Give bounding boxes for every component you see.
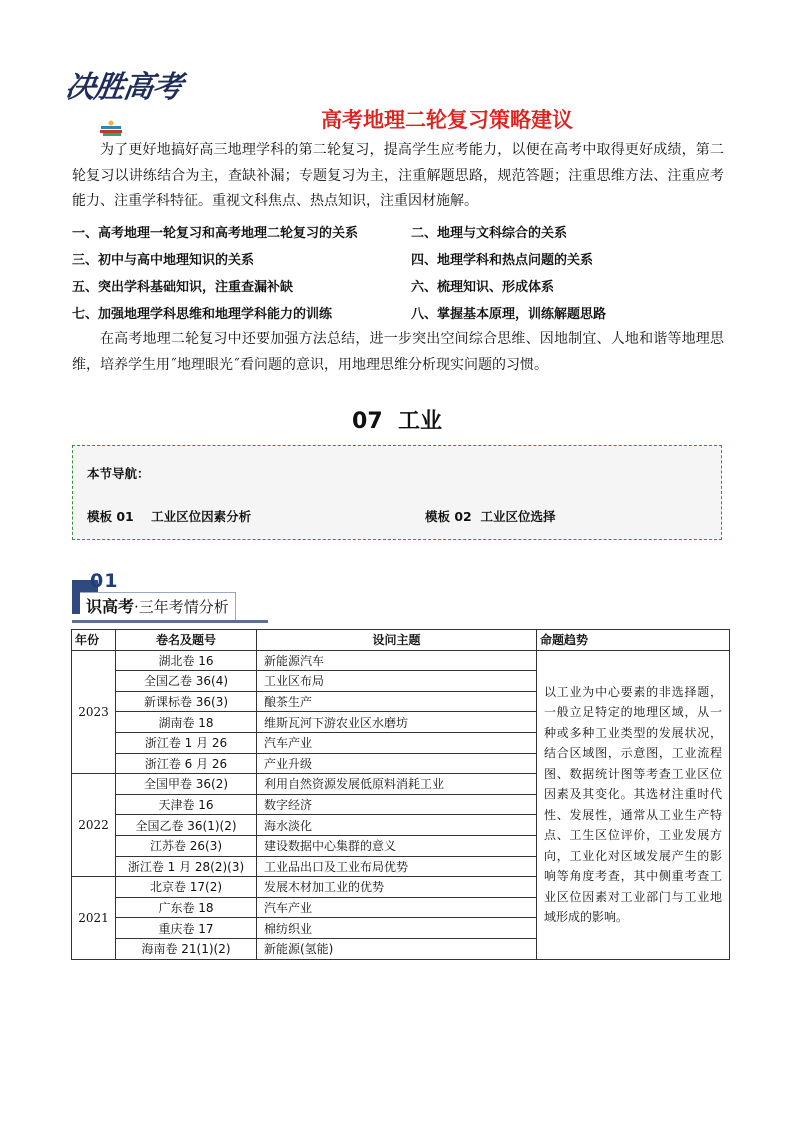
- outline-row: [72, 245, 724, 272]
- topic-cell: 数字经济: [257, 794, 537, 815]
- nav-title: 本节导航：: [87, 466, 150, 481]
- topic-cell: 棉纺织业: [257, 918, 537, 939]
- header-topic: 设问主题: [257, 630, 537, 651]
- year-cell: 2023: [72, 650, 116, 774]
- paper-cell: 全国乙卷 36(4): [116, 671, 257, 692]
- paper-cell: 重庆卷 17: [116, 918, 257, 939]
- topic-cell: 建设数据中心集群的意义: [257, 835, 537, 856]
- outline-item: 七、加强地理学科思维和地理学科能力的训练: [72, 307, 333, 322]
- paper-cell: 浙江卷 1 月 26: [116, 732, 257, 753]
- trend-cell: 以工业为中心要素的非选择题，一般立足特定的地理区域，从一种或多种工业类型的发展状况，结合区域图，示意图，工业流程图、数据统计图等考查工业区位因素及其变化。其选材注重时代性、发展性，通常从工业生产特点、工生区位评价，工业发展方向，工业化对区域发展产生的影响等角度考查，其中侧重考查工业区位因素对工业部门与工业地域形成的影响。: [537, 650, 730, 959]
- topic-cell: 汽车产业: [257, 897, 537, 918]
- document-title: 高考地理二轮复习策略建议: [321, 108, 573, 132]
- outline-item: 八、掌握基本原理，训练解题思路: [411, 307, 607, 322]
- paper-cell: 天津卷 16: [116, 794, 257, 815]
- header-year: 年份: [72, 630, 116, 651]
- exam-analysis-table: [71, 629, 730, 960]
- outline-item: 三、初中与高中地理知识的关系: [72, 253, 255, 268]
- year-cell: 2022: [72, 774, 116, 877]
- topic-cell: 工业区布局: [257, 671, 537, 692]
- paper-cell: 全国乙卷 36(1)(2): [116, 815, 257, 836]
- topic-cell: 海水淡化: [257, 815, 537, 836]
- year-cell: 2021: [72, 877, 116, 959]
- table-header-row: [72, 630, 730, 651]
- chapter-name: 工业: [397, 409, 442, 434]
- header-trend: 命题趋势: [537, 630, 730, 651]
- paper-cell: 湖南卷 18: [116, 712, 257, 733]
- intro-paragraph: 为了更好地搞好高三地理学科的第二轮复习，提高学生应考能力，以便在高考中取得更好成绩，第二轮复习以讲练结合为主，查缺补漏；专题复习为主，注重解题思路，规范答题；注重思维方法、注重应考能力、注重学科特征。重视文科焦点、热点知识，注重因材施解。: [72, 142, 724, 209]
- strategy-outline: [72, 218, 724, 326]
- outline-item: 一、高考地理一轮复习和高考地理二轮复习的关系: [72, 226, 359, 241]
- topic-cell: 工业品出口及工业布局优势: [257, 856, 537, 877]
- paper-cell: 全国甲卷 36(2): [116, 774, 257, 795]
- topic-cell: 新能源(氢能): [257, 938, 537, 959]
- paper-cell: 新课标卷 36(3): [116, 691, 257, 712]
- paper-cell: 广东卷 18: [116, 897, 257, 918]
- topic-cell: 产业升级: [257, 753, 537, 774]
- topic-cell: 利用自然资源发展低原料消耗工业: [257, 774, 537, 795]
- table-row: [72, 650, 730, 671]
- nav-item-template-01[interactable]: 模板 01 工业区位因素分析: [87, 509, 252, 524]
- paper-cell: 湖北卷 16: [116, 650, 257, 671]
- chapter-number: 07: [352, 409, 383, 434]
- section-navigation-box: [72, 445, 722, 540]
- topic-cell: 发展木材加工业的优势: [257, 877, 537, 898]
- outline-row: [72, 218, 724, 245]
- section-label-sub: 三年考情分析: [138, 598, 229, 616]
- outline-item: 五、突出学科基础知识，注重查漏补缺: [72, 280, 294, 295]
- paper-cell: 北京卷 17(2): [116, 877, 257, 898]
- header-paper: 卷名及题号: [116, 630, 257, 651]
- paper-cell: 浙江卷 1 月 28(2)(3): [116, 856, 257, 877]
- paper-cell: 浙江卷 6 月 26: [116, 753, 257, 774]
- paper-cell: 江苏卷 26(3): [116, 835, 257, 856]
- section-label-main: 识高考: [86, 597, 135, 616]
- outline-row: [72, 272, 724, 299]
- nav-item-template-02[interactable]: 模板 02 工业区位选择: [425, 509, 556, 524]
- section-underline: [72, 620, 268, 623]
- paper-cell: 海南卷 21(1)(2): [116, 938, 257, 959]
- topic-cell: 维斯瓦河下游农业区水磨坊: [257, 712, 537, 733]
- conclusion-paragraph: 在高考地理二轮复习中还要加强方法总结，进一步突出空间综合思维、因地制宜、人地和谐等地理思维，培养学生用˝地理眼光˝看问题的意识，用地理思维分析现实问题的习惯。: [72, 331, 724, 373]
- outline-item: 四、地理学科和热点问题的关系: [411, 253, 594, 268]
- topic-cell: 新能源汽车: [257, 650, 537, 671]
- outline-row: [72, 299, 724, 326]
- topic-cell: 酿茶生产: [257, 691, 537, 712]
- chapter-heading: [0, 404, 794, 435]
- outline-item: 二、地理与文科综合的关系: [411, 226, 568, 241]
- topic-cell: 汽车产业: [257, 732, 537, 753]
- section-label: 识高考·三年考情分析: [80, 592, 236, 622]
- logo-text: 决胜高考: [63, 70, 184, 105]
- outline-item: 六、梳理知识、形成体系: [411, 280, 555, 295]
- section-number: 01: [90, 570, 119, 592]
